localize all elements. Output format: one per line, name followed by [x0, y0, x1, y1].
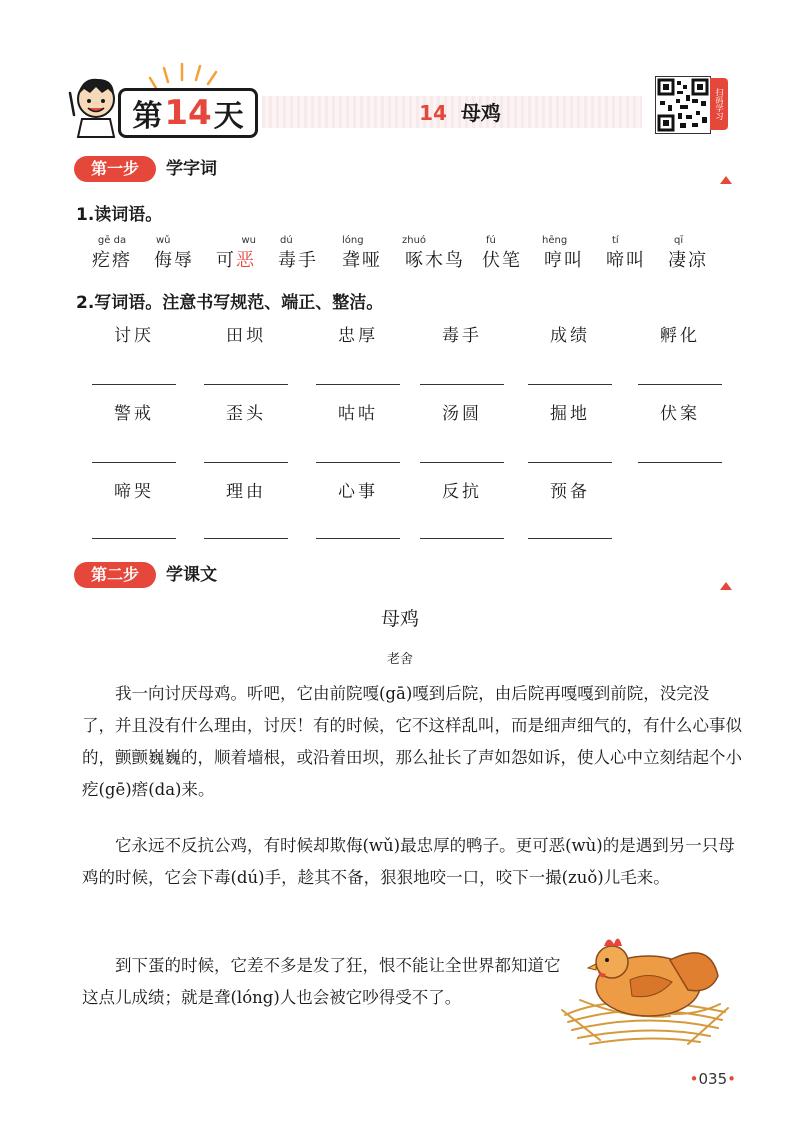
write-word: 啼哭: [114, 482, 154, 502]
write-word: 咕咕: [338, 404, 378, 424]
pinyin: tí: [612, 235, 619, 246]
text-author: 老舍: [386, 652, 413, 667]
write-word: 警戒: [114, 404, 154, 424]
paragraph-text: 到下蛋的时候，它差不多是发了狂，恨不能让全世界都知道它这点儿成绩；就是聋(lóng)人也会被它吵得受不了。: [82, 956, 561, 1007]
write-word: 预备: [550, 482, 590, 502]
lesson-name: 母鸡: [460, 101, 501, 125]
step1-title: 学字词: [166, 159, 217, 179]
answer-line[interactable]: [92, 462, 176, 463]
step2-title: 学课文: [166, 565, 217, 585]
word: 聋哑: [342, 250, 382, 271]
paragraph: [82, 830, 742, 894]
paragraph: [82, 678, 742, 806]
pinyin: wu: [241, 235, 256, 246]
word: 啼叫: [606, 250, 646, 271]
answer-line[interactable]: [420, 384, 504, 385]
pinyin: fú: [486, 235, 496, 246]
pinyin: wǔ: [156, 235, 171, 246]
write-word: 毒手: [442, 326, 482, 346]
write-word: 理由: [226, 482, 266, 502]
write-word: 田坝: [226, 326, 266, 346]
answer-line[interactable]: [528, 538, 612, 539]
answer-line[interactable]: [638, 462, 722, 463]
day-prefix: 第: [132, 99, 163, 134]
day-number: 14: [164, 93, 212, 133]
pinyin: hēng: [542, 235, 568, 246]
pinyin: dú: [280, 235, 293, 246]
question-1: 1.读词语。: [76, 205, 163, 225]
answer-line[interactable]: [92, 384, 176, 385]
word: 哼叫: [544, 250, 584, 271]
word: 疙瘩: [92, 250, 132, 271]
write-word: 讨厌: [114, 326, 154, 346]
write-word: 孵化: [660, 326, 700, 346]
corner-mark: [720, 582, 732, 590]
boy-mascot-icon: [68, 75, 124, 139]
sun-rays-decoration: [146, 58, 226, 92]
write-word: 伏案: [660, 404, 700, 424]
read-word: [664, 234, 712, 274]
read-word: [338, 234, 386, 274]
read-word: [150, 234, 198, 274]
question-2: 2.写词语。注意书写规范、端正、整洁。: [76, 293, 384, 313]
read-word: [478, 234, 526, 274]
read-words-row: [88, 234, 728, 278]
lesson-title: [370, 96, 550, 130]
corner-mark: [720, 176, 732, 184]
answer-line[interactable]: [638, 384, 722, 385]
write-word: 掘地: [550, 404, 590, 424]
qr-code-icon[interactable]: [655, 76, 711, 134]
word: 可恶: [216, 250, 256, 271]
word: 毒手: [278, 250, 318, 271]
answer-line[interactable]: [316, 384, 400, 385]
read-word: [540, 234, 588, 274]
write-word: 歪头: [226, 404, 266, 424]
write-word: 心事: [338, 482, 378, 502]
paragraph: [82, 950, 562, 1014]
pinyin: zhuó: [402, 235, 427, 246]
read-word: [88, 234, 136, 274]
page-number: •035•: [689, 1070, 736, 1088]
word: 侮辱: [154, 250, 194, 271]
day-suffix: 天: [213, 99, 244, 134]
word: 伏笔: [482, 250, 522, 271]
paragraph-text: 它永远不反抗公鸡，有时候却欺侮(wǔ)最忠厚的鸭子。更可恶(wù)的是遇到另一只母鸡的时候，它会下毒(dú)手，趁其不备，狠狠地咬一口，咬下一撮(zuǒ)儿毛来。: [82, 836, 735, 887]
day-badge: [118, 88, 258, 138]
pinyin: gē da: [97, 235, 127, 246]
step1-pill: 第一步: [74, 156, 156, 182]
step2-pill: 第二步: [74, 562, 156, 588]
write-word: 反抗: [442, 482, 482, 502]
word: 啄木鸟: [405, 250, 465, 271]
read-word: [602, 234, 650, 274]
answer-line[interactable]: [204, 462, 288, 463]
read-word: [274, 234, 322, 274]
read-word: [212, 234, 260, 274]
pinyin: lóng: [342, 235, 364, 246]
answer-line[interactable]: [316, 538, 400, 539]
answer-line[interactable]: [316, 462, 400, 463]
answer-line[interactable]: [204, 538, 288, 539]
write-word: 成绩: [550, 326, 590, 346]
answer-line[interactable]: [528, 384, 612, 385]
write-word: 汤圆: [442, 404, 482, 424]
answer-line[interactable]: [528, 462, 612, 463]
qr-label: 扫码学习: [710, 78, 728, 130]
lesson-number: 14: [419, 101, 447, 125]
answer-line[interactable]: [92, 538, 176, 539]
text-title: 母鸡: [380, 608, 419, 630]
answer-line[interactable]: [420, 538, 504, 539]
read-word: [400, 234, 470, 274]
paragraph-text: 我一向讨厌母鸡。听吧，它由前院嘎(gā)嘎到后院，由后院再嘎嘎到前院，没完没了，并且没有什么理由，讨厌！有的时候，它不这样乱叫，而是细声细气的，有什么心事似的，颤颤巍巍的，顺着墙根，或沿着田坝，那么扯长了声如怨如诉，使人心中立刻结起个小疙(gē)瘩(da)来。: [82, 684, 742, 799]
answer-line[interactable]: [204, 384, 288, 385]
hen-on-nest-illustration: [560, 920, 730, 1050]
word: 凄凉: [668, 250, 708, 271]
pinyin: qī: [674, 235, 684, 246]
write-word: 忠厚: [338, 326, 378, 346]
answer-line[interactable]: [420, 462, 504, 463]
page-number-text: 035: [698, 1070, 728, 1088]
